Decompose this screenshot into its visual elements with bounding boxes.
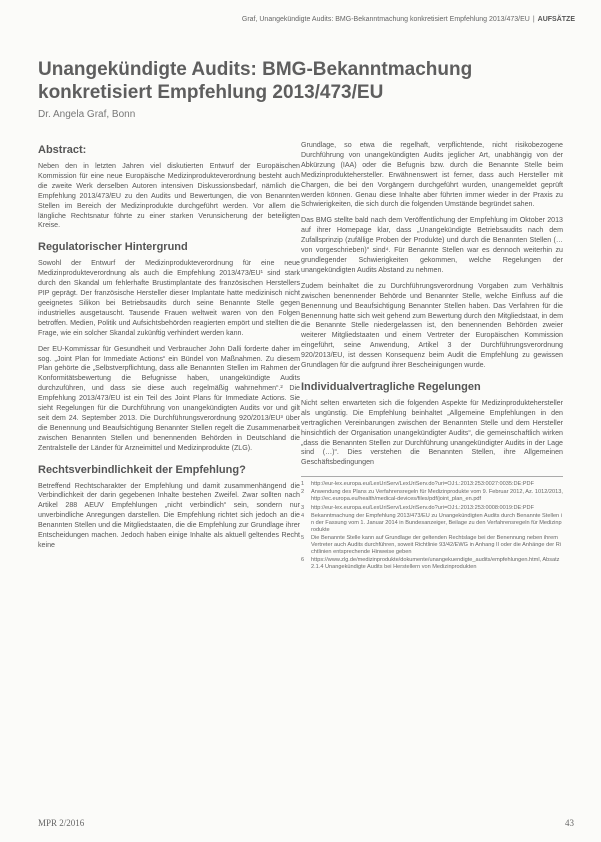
article-title <box>38 58 558 104</box>
paragraph: Der EU-Kommissar für Gesundheit und Verbraucher John Dalli forderte daher im sog. „Joint Plan for Immediate Actions“ ein Bündel von Maßnahmen. Zu diesem Plan gehörte die „Selbstverpflichtung, dass alle Benannten Stellen im Rahmen der Konformitätsbewertung die Befugnisse haben, unangekündigte Audits durchzuführen, und dass sie diese auch regelmäßig wahrnehmen“.² Die Empfehlung 2013/473/EU ist ein Teil des Joint Plans für Immediate Actions. Sie sieht Regelungen für die Durchführung von unangekündigten Audits vor und gilt seit dem 24. September 2013. Die Durchführungsverordnung 920/2013/EU³ über die Benennung und Beaufsichtigung Benannter Stellen regelt die Zusammenarbeit zwischen Benannten Stellen und benennenden Behörden in Deutschland die Zentralstelle der Länder für Arzneimittel und Medizinprodukte (ZLG). <box>38 344 300 452</box>
footnote: 3 http://eur-lex.europa.eu/LexUriServ/LexUriServ.do?uri=OJ:L:2013:253:0008:0019:DE:PDF <box>301 504 534 511</box>
section-heading-regulatory: Regulatorischer Hintergrund <box>38 241 188 254</box>
page-number: 43 <box>565 818 574 828</box>
section-heading-individual: Individualvertragliche Regelungen <box>301 380 481 393</box>
section-heading-binding: Rechtsverbindlichkeit der Empfehlung? <box>38 463 246 476</box>
footnote: 1 http://eur-lex.europa.eu/LexUriServ/LexUriServ.do?uri=OJ:L:2013:253:0027:0035:DE:PDF <box>301 481 534 488</box>
footnote: 5 Die Benannte Stelle kann auf Grundlage der geltenden Rechtslage bei der Benennung neben ihrem Vertreter auch Audits durchführen, soweit Richtlinie 93/42/EWG in Anhang II oder die Anhänge der Richtlinien entsprechende Hinweise geben <box>301 534 562 556</box>
journal-footer: MPR 2/2016 <box>38 818 85 828</box>
footnote: 4 Bekanntmachung der Empfehlung 2013/473/EU zu Unangekündigten Audits durch Benannte Stellen in der Fassung vom 1. Januar 2014 in Bundesanzeiger, Beilage zu den Verfahrensregeln für Medizinprodukte <box>301 512 562 533</box>
footnotes <box>301 476 563 571</box>
paragraph: Betreffend Rechtscharakter der Empfehlung und damit zusammenhängend die Verbindlichkeit der darin gegebenen Inhalte bestehen Zweifel. Zwar sollten nach Artikel 288 AEUV Empfehlungen „nicht verbindlich“ sein, sondern nur unverbindliche Anregungen darstellen. Die Empfehlung richtet sich jedoch an die Benannten Stellen und die Mitgliedstaaten, die die Empfehlung zur Grundlage ihrer Entscheidungen machen. Jedoch haben einige Inhalte als aktuell geltendes Recht keine <box>38 481 300 549</box>
paragraph: Zudem beinhaltet die zu Durchführungsverordnung Vorgaben zum Verhältnis zwischen benennender Behörde und Benannter Stelle, welche Einfluss auf die Benennung und Beaufsichtigung Benannter Stellen haben. Das Verfahren für die Benennung hatte sich weit gehend zum Bewertung durch den Mitgliedstaat, in dem die Benannte Stelle niedergelassen ist, den benennenden Behörden zweier weiterer Mitgliedstaaten und einem Vertreter der Europäischen Kommission eingeführt, seine Anwendung, Artikel 3 der Durchführungsverordnung 920/2013/EU, ist dessen Konsequenz beim Audit die Empfehlung zu gewissen Grundlagen für die aufgrund ihrer Bescheinigungen wurde. <box>301 281 563 370</box>
title-line-1: Unangekündigte Audits: BMG-Bekanntmachung <box>38 59 473 80</box>
paragraph: Sowohl der Entwurf der Medizinprodukteverordnung für eine neue Medizinprodukteverordnung als auch die Empfehlung 2013/473/EU¹ sind stark durch den Skandal um fehlerhafte Brustimplantate des französischen Herstellers PIP geprägt. Der französische Hersteller dieser Implantate hatte medizinisch nicht geeignetes Silikon bei Betriebsaudits durch seine Benannte Stelle gegen industrielles ausgetauscht. Tausende Frauen weltweit waren von den Folgen betroffen. Medien, Politik und Aufsichtsbehörden reagierten empört und stellten die Frage, wie ein solcher Skandal zukünftig verhindert werden kann. <box>38 259 300 337</box>
author-line: Dr. Angela Graf, Bonn <box>38 109 136 120</box>
abstract-heading: Abstract: <box>38 144 87 156</box>
section-label: AUFSÄTZE <box>537 16 575 23</box>
abstract-text: Neben den in letzten Jahren viel diskutierten Entwurf der Europäischen Kommission für eine neue Europäische Medizinprodukteverordnung besteht auch die zweite Werk derselben Autoren intensiven Diskussionsbedarf, nämlich die Empfehlung 2013/473/EU zu den Audits und Bewertungen, die von Benannten Stellen im Bereich der Medizinprodukte durchgeführt werden. Vor allem die längliche Rechtsnatur führte zu einer starken Verunsicherung der beteiligten Kreise. <box>38 162 300 230</box>
paragraph: Grundlage, so etwa die regelhaft, verpflichtende, nicht risikobezogene Durchführung von unangekündigten Audits jeglicher Art, unabhängig von der Abkürzung (IAA) oder die Befugnis bzw. durch die Benannte Stelle beim Medizinproduktehersteller. Erwähnenswert ist ferner, dass auch Hersteller mit Chargen, die bei den Vorgängern durchgeführt wurden, unangemeldet geprüft werden können. Genau diese Inhalte aber führten immer wieder in der Praxis zu Schwierigkeiten, die sich durch die folgenden Umstände begründet sahen. <box>301 141 563 209</box>
left-column <box>38 144 300 557</box>
running-title: Graf, Unangekündigte Audits: BMG-Bekanntmachung konkretisiert Empfehlung 2013/473/EU <box>241 16 530 23</box>
footnote: 2 Anwendung des Plans zu Verfahrensregeln für Medizinprodukte vom 9. Februar 2012, Az. 1012/2013, http://ec.europa.eu/health/medical-devices/files/pdf/joint_plan_en.pdf <box>301 489 563 503</box>
right-column <box>301 141 563 572</box>
paragraph: Nicht selten erwarteten sich die folgenden Aspekte für Medizinproduktehersteller als ungünstig. Die Empfehlung beinhaltet „Allgemeine Empfehlungen in den vertraglichen Vereinbarungen zwischen der Benannten Stelle und dem Hersteller hinsichtlich der Organisation unangekündigter Audits“, die gemeinschaftlich wirken „dass die Benannten Stellen zur Durchführung unangekündigter Audits in der Lage sind (…)“. Dies verstehen die Benannten Stellen, ihre Allgemeinen Geschäftsbedingungen <box>301 398 563 467</box>
title-line-2: konkretisiert Empfehlung 2013/473/EU <box>38 82 384 103</box>
header-separator: | <box>532 16 535 23</box>
paragraph: Das BMG stellte bald nach dem Veröffentlichung der Empfehlung im Oktober 2013 auf ihrer Homepage klar, dass „Unangekündigte Betriebsaudits nach dem Zufallsprinzip (zufällige Proben der Produkte) und durch die Benannten Stellen (… von vorgeschrieben)“ sind⁴. Für Benannte Stellen war es dennoch weiterhin zu grundlegender Schwierigkeiten gekommen, welche Regelungen der unangekündigten Audits Abstand zu nehmen. <box>301 216 563 274</box>
footnote: 6 https://www.zlg.de/medizinprodukte/dokumente/unangekuendigte_audits/empfehlungen.html, Absatz 2.1.4 Unangekündigte Audits bei Herstellern von Medizinprodukten <box>301 557 560 571</box>
running-header <box>150 16 575 23</box>
